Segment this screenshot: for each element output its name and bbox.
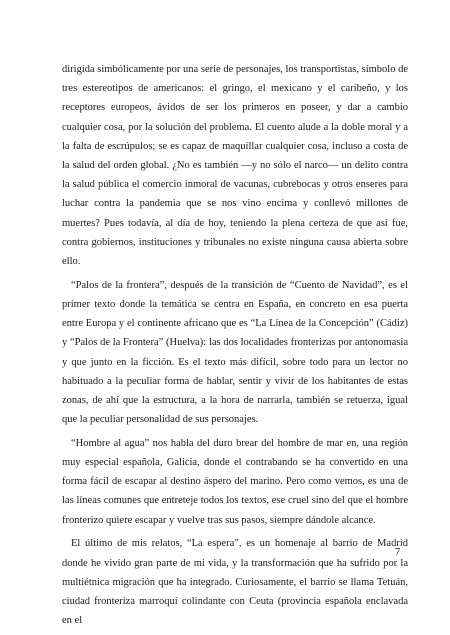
page-number: 7: [395, 547, 401, 558]
paragraph-1: dirigida simbólicamente por una serie de personajes, los transportistas, símbolo de tres estereotipos de americanos: el gringo, el mexicano y el caribeño, y los receptores europeos, ávidos de ser los primeros en poseer, y dar a cambio cualquier cosa, por la solución del problema. El cuento alude a la doble moral y a la falta de escrúpulos; se es capaz de maquillar cualquier cosa, incluso a costa de la salud del orden global. ¿No es también —y no sólo el narco— un delito contra la salud pública el comercio inmoral de vacunas, cubrebocas y otros enseres para luchar contra la pandemia que se nos vino encima y conllevó millones de muertes? Pues todavía, al día de hoy, teniendo la plena certeza de que así fue, contra gobiernos, instituciones y tribunales no existe ninguna causa abierta sobre ello.: [62, 64, 408, 268]
paragraph-2: “Palos de la frontera”, después de la transición de “Cuento de Navidad”, es el primer texto donde la temática se centra en España, en concreto en esa puerta entre Europa y el continente africano que es “La Línea de la Concepción” (Cádiz) y “Palos de la Frontera” (Huelva): las dos localidades fronterizas por antonomasia y que junto en la ficción. Es el texto más difícil, sobre todo para un lector no habituado a la peculiar forma de hablar, sentir y vivir de los habitantes de estas zonas, de ahí que la estructura, a la hora de narrarla, también se retuerza, igual que la peculiar personalidad de sus personajes.: [62, 279, 408, 426]
paragraph-4: El último de mis relatos, “La espera”, es un homenaje al barrio de Madrid donde he vivido gran parte de mi vida, y la transformación que ha sufrido por la multiétnica migración que ha integrado. Curiosamente, el barrio se llama Tetuán, ciudad fronteriza marroquí colindante con Ceuta (provincia española enclavada en el: [62, 538, 408, 627]
body-text: [62, 60, 408, 635]
paragraph-3: “Hombre al agua” nos habla del duro brear del hombre de mar en, una región muy especial española, Galicia, donde el contrabando se ha convertido en una forma fácil de escapar al destino áspero del marino. Pero como vemos, es una de las líneas comunes que entreteje todos los textos, ese cruel sino del que el hombre fronterizo quiere escapar y vuelve tras sus pasos, siempre dándole alcance.: [62, 437, 408, 526]
